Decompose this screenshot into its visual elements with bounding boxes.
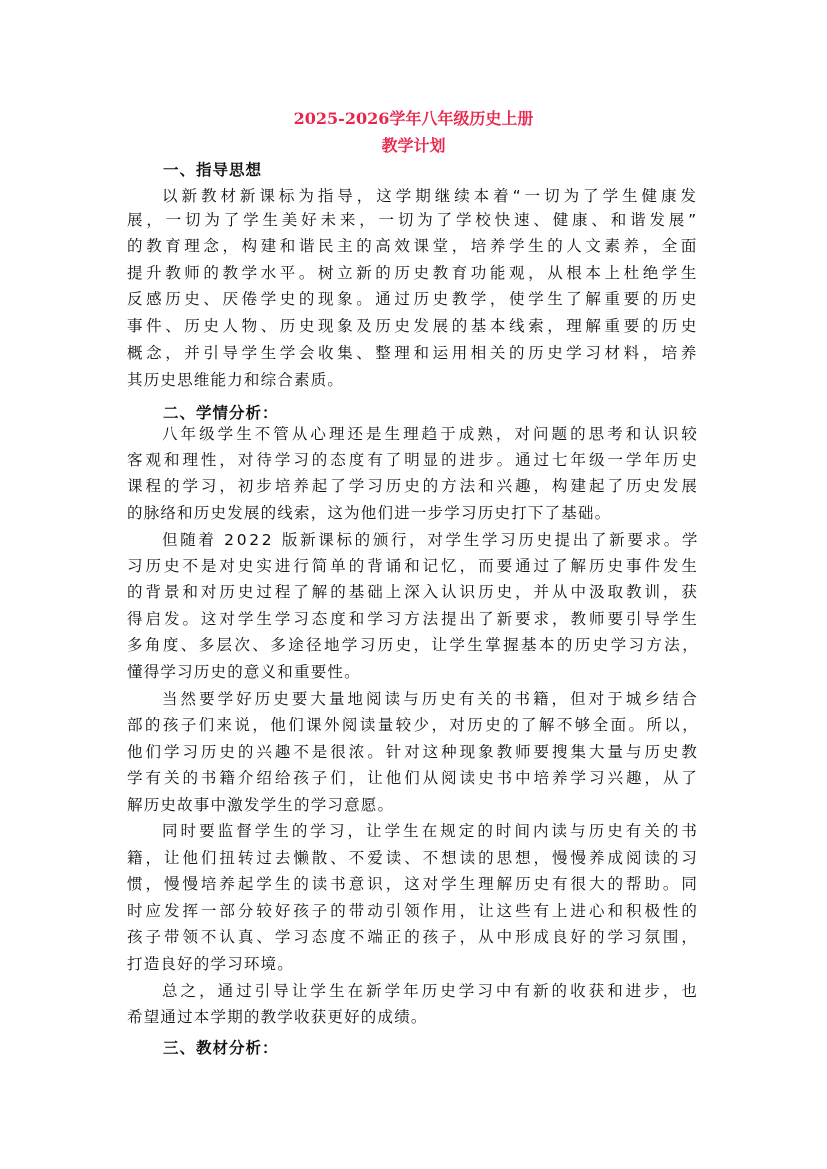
- paragraph-line: 总之，通过引导让学生在新学年历史学习中有新的收获和进步，也: [162, 982, 700, 1000]
- paragraph-line: 解历史故事中激发学生的学习意愿。: [127, 796, 395, 814]
- paragraph-line: 惯，慢慢培养起学生的读书意识，这对学生理解历史有很大的帮助。同: [127, 875, 700, 893]
- paragraph-line: 以新教材新课标为指导，这学期继续本着“一切为了学生健康发: [162, 187, 700, 205]
- paragraph-line: 但随着 2022 版新课标的颁行，对学生学习历史提出了新要求。学: [162, 531, 701, 549]
- paragraph-line: 习历史不是对史实进行简单的背诵和记忆，而要通过了解历史事件发生: [127, 557, 700, 575]
- paragraph-line: 提升教师的教学水平。树立新的历史教育功能观，从根本上杜绝学生: [127, 264, 701, 282]
- paragraph-line: 课程的学习，初步培养起了学习历史的方法和兴趣，构建起了历史发展: [127, 477, 700, 495]
- paragraph-line: 的教育理念，构建和谐民主的高效课堂，培养学生的人文素养，全面: [127, 237, 701, 255]
- paragraph-line: 概念，并引导学生学会收集、整理和运用相关的历史学习材料，培养: [127, 344, 701, 362]
- paragraph-line: 希望通过本学期的教学收获更好的成绩。: [127, 1008, 428, 1026]
- paragraph-line: 八年级学生不管从心理还是生理趋于成熟，对问题的思考和认识较: [162, 425, 700, 443]
- paragraph-line: 其历史思维能力和综合素质。: [127, 371, 345, 389]
- paragraph-line: 的背景和对历史过程了解的基础上深入认识历史，并从中汲取教训，获: [127, 583, 700, 601]
- paragraph-line: 事件、历史人物、历史现象及历史发展的基本线索，理解重要的历史: [127, 317, 701, 335]
- document-subtitle: 教学计划: [381, 136, 446, 155]
- paragraph-line: 部的孩子们来说，他们课外阅读量较少，对历史的了解不够全面。所以，: [127, 716, 701, 734]
- paragraph-line: 当然要学好历史要大量地阅读与历史有关的书籍，但对于城乡结合: [162, 690, 700, 708]
- paragraph-line: 得启发。这对学生学习态度和学习方法提出了新要求，教师要引导学生: [127, 610, 700, 628]
- paragraph-line: 的脉络和历史发展的线索，这为他们进一步学习历史打下了基础。: [127, 504, 612, 522]
- paragraph-line: 懂得学习历史的意义和重要性。: [127, 663, 361, 681]
- paragraph-line: 籍，让他们扭转过去懒散、不爱读、不想读的思想，慢慢养成阅读的习: [127, 849, 700, 867]
- paragraph-line: 打造良好的学习环境。: [127, 955, 295, 973]
- paragraph-line: 客观和理性，对待学习的态度有了明显的进步。通过七年级一学年历史: [127, 451, 700, 469]
- paragraph-line: 他们学习历史的兴趣不是很浓。针对这种现象教师要搜集大量与历史教: [127, 743, 700, 761]
- section-heading-textbook-analysis: 三、教材分析：: [163, 1039, 279, 1057]
- document-title: 2025-2026学年八年级历史上册: [293, 109, 534, 128]
- paragraph-line: 反感历史、厌倦学史的现象。通过历史教学，使学生了解重要的历史: [127, 290, 701, 308]
- section-heading-student-analysis: 二、学情分析：: [163, 404, 279, 422]
- paragraph-line: 学有关的书籍介绍给孩子们，让他们从阅读史书中培养学习兴趣，从了: [127, 769, 700, 787]
- paragraph-line: 孩子带领不认真、学习态度不端正的孩子，从中形成良好的学习氛围，: [127, 928, 700, 946]
- section-heading-guiding-ideology: 一、指导思想: [163, 161, 263, 179]
- paragraph-line: 时应发挥一部分较好孩子的带动引领作用，让这些有上进心和积极性的: [127, 902, 700, 920]
- paragraph-line: 展，一切为了学生美好未来，一切为了学校快速、健康、和谐发展”: [127, 211, 701, 229]
- paragraph-line: 同时要监督学生的学习，让学生在规定的时间内读与历史有关的书: [162, 822, 700, 840]
- paragraph-line: 多角度、多层次、多途径地学习历史，让学生掌握基本的历史学习方法，: [127, 636, 701, 654]
